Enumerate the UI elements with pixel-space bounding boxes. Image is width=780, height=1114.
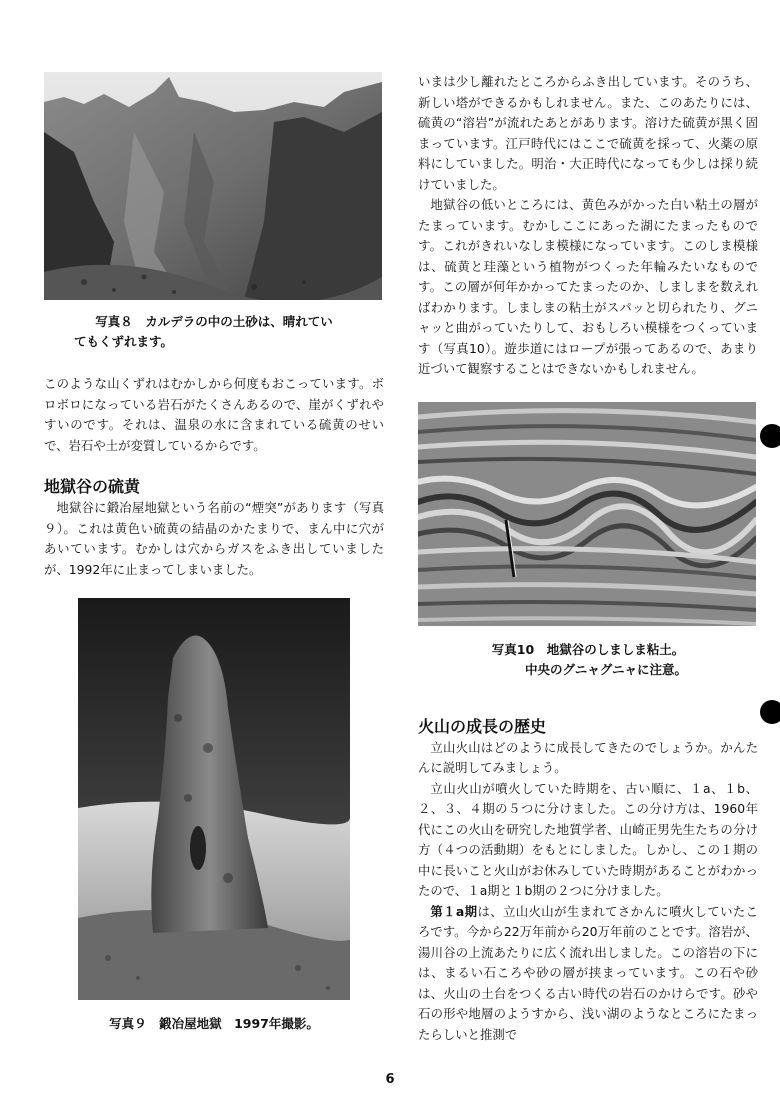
period1a-lead: 第１a期 [430, 903, 478, 919]
kajiya-jigoku-photo-image [78, 598, 350, 1000]
section-heading-jigoku-sulfur: 地獄谷の硫黄 [44, 477, 141, 496]
photo10-caption-line2: 中央のグニャグニャに注意。 [524, 661, 687, 677]
striped-clay-photo-image [418, 402, 756, 626]
photo10-caption [418, 640, 758, 680]
history-intro-paragraph: 立山火山はどのように成長してきたのでしょうか。かんたんに説明してみましょう。 [418, 739, 758, 775]
margin-bullet-upper [760, 424, 780, 448]
photo8-caption-line1: 写真８ カルデラの中の土砂は、晴れてい [95, 314, 333, 329]
margin-bullet-lower [760, 700, 780, 724]
caldera-photo-image [44, 72, 382, 300]
photo8-caption [44, 312, 384, 352]
right-column [418, 72, 758, 1045]
photo10-caption-line1: 写真10 地獄谷のしましま粘土。 [491, 641, 685, 657]
sulfur-lava-paragraph: いまは少し離れたところからふき出しています。そのうち、新しい塔ができるかもしれません。また、このあたりには、硫黄の“溶岩”が流れたあとがあります。溶けた硫黄が黒く固まっています。江戸時代にはここで硫黄を採って、火薬の原料にしていました。明治・大正時代になっても少しは採り続けていました。 [418, 74, 758, 192]
photo-kajiya-jigoku [78, 598, 350, 1000]
history-period1a-paragraph [418, 902, 758, 1046]
landslide-paragraph: このような山くずれはむかしから何度もおこっています。ボロボロになっている岩石がたくさんあるので、崖がくずれやすいのです。それは、温泉の水に含まれている硫黄のせいで、岩石や土が変質しているからです。 [44, 376, 384, 453]
period1a-body: は、立山火山が生まれてさかんに噴火していたころです。今から22万年前から20万年前のことです。溶岩が、湯川谷の上流あたりに広く流れ出しました。この溶岩の下には、まるい石ころや砂の層が挟まっています。この石や砂は、火山の土台をつくる古い時代の岩石のかけらです。砂や石の形や地層のようすから、浅い湖のようなところにたまったらしいと推測で [418, 903, 759, 1042]
photo9-caption: 写真９ 鍛冶屋地獄 1997年撮影。 [109, 1016, 319, 1031]
chimney-paragraph: 地獄谷に鍛冶屋地獄という名前の“煙突”があります（写真９）。これは黄色い硫黄の結晶のかたまりで、まん中に穴があいています。むかしは穴からガスをふき出していましたが、1992年に止まってしまいました。 [44, 500, 384, 577]
photo-striped-clay [418, 402, 756, 626]
page-number: 6 [385, 1072, 395, 1087]
striped-clay-paragraph: 地獄谷の低いところには、黄色みがかった白い粘土の層がたまっています。むかしここにあった湖にたまったものです。これがきれいなしま模様になっています。このしま模様は、硫黄と珪藻という植物がつくった年輪みたいなものです。この層が何年かかってたまったのか、しましまを数えればわかります。しましまの粘土がスパッと切られたり、グニャッと曲がっていたりして、おもしろい模様をつくっています（写真10）。遊歩道にはロープが張ってあるので、あまり近づいて観察することはできないかもしれません。 [418, 197, 758, 376]
left-column [44, 72, 384, 1034]
section-heading-volcano-history: 火山の成長の歴史 [418, 716, 547, 736]
photo8-caption-line2: てもくずれます。 [74, 334, 174, 349]
history-periods-paragraph: 立山火山が噴火していた時期を、古い順に、１a、１b、２、３、４期の５つに分けました。この分け方は、1960年代にこの火山を研究した地質学者、山崎正男先生たちの分け方（４つの活動期）をもとにしました。しかし、この１期の中に長いこと火山がお休みしていた時期があることがわかったので、１a期と１b期の２つに分けました。 [418, 780, 758, 898]
photo-caldera-landslide [44, 72, 382, 300]
